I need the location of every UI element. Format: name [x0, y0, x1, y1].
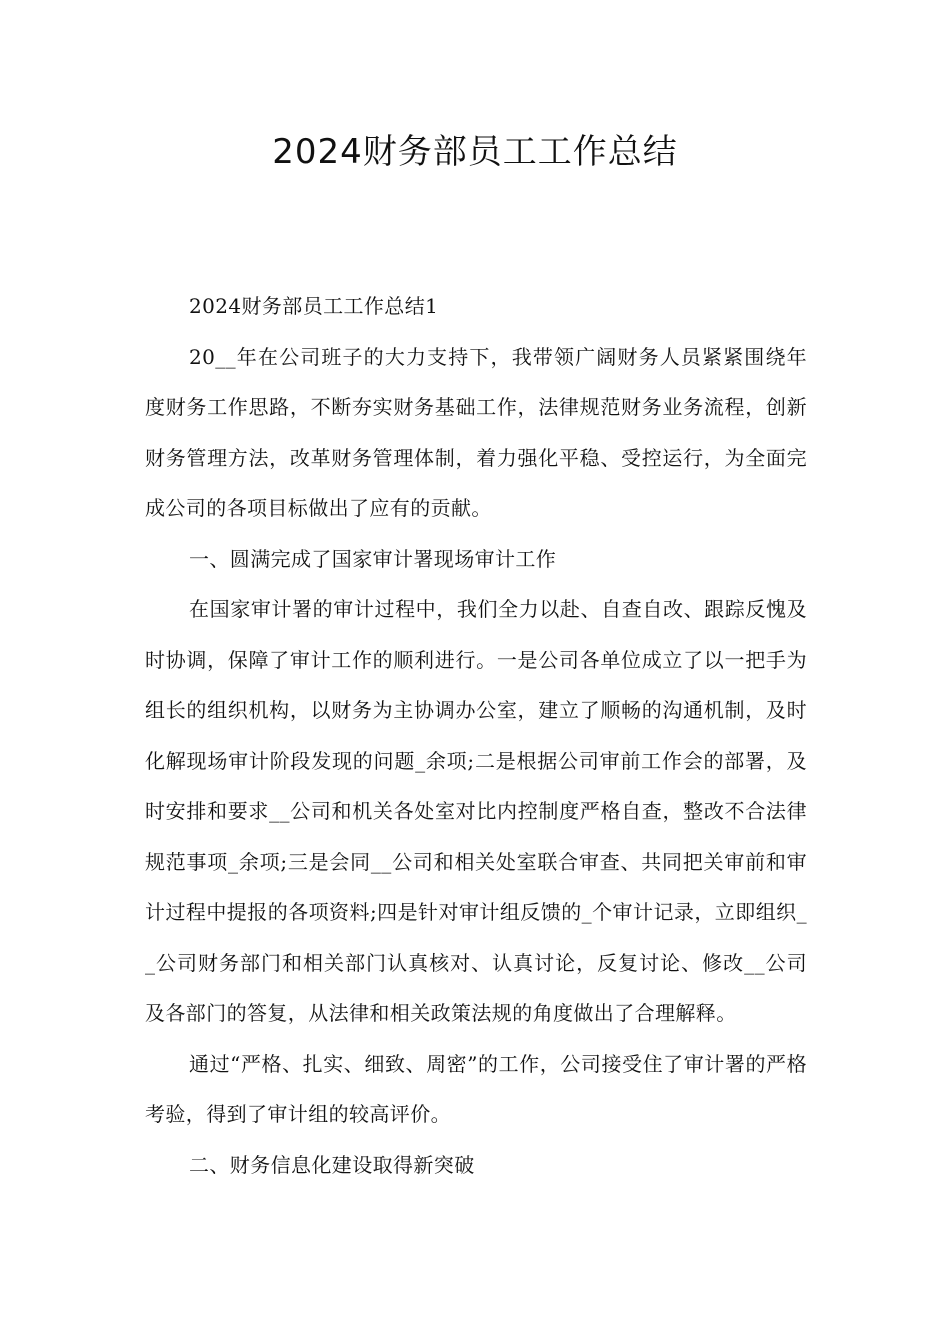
section-heading-2: 二、财务信息化建设取得新突破: [189, 1152, 475, 1177]
section-1-conclusion-paragraph: 通过“严格、扎实、细致、周密”的工作，公司接受住了审计署的严格考验，得到了审计组的较高评价。: [145, 1051, 807, 1126]
subtitle-paragraph: 2024财务部员工工作总结1: [189, 294, 439, 318]
document-body: [145, 281, 807, 1190]
section-1-paragraph: 在国家审计署的审计过程中，我们全力以赴、自查自改、跟踪反愧及时协调，保障了审计工作的顺利进行。一是公司各单位成立了以一把手为组长的组织机构，以财务为主协调办公室，建立了顺畅的沟通机制，及时化解现场审计阶段发现的问题_余项;二是根据公司审前工作会的部署，及时安排和要求__公司和机关各处室对比内控制度严格自查，整改不合法律规范事项_余项;三是会同__公司和相关处室联合审查、共同把关审前和审计过程中提报的各项资料;四是针对审计组反馈的_个审计记录，立即组织__公司财务部门和相关部门认真核对、认真讨论，反复讨论、修改__公司及各部门的答复，从法律和相关政策法规的角度做出了合理解释。: [145, 597, 807, 1025]
section-heading-1: 一、圆满完成了国家审计署现场审计工作: [189, 546, 557, 571]
intro-paragraph: 20__年在公司班子的大力支持下，我带领广阔财务人员紧紧围绕年度财务工作思路，不断夯实财务基础工作，法律规范财务业务流程，创新财务管理方法，改革财务管理体制，着力强化平稳、受控运行，为全面完成公司的各项目标做出了应有的贡献。: [145, 344, 807, 520]
document-title: 2024财务部员工工作总结: [272, 132, 678, 172]
